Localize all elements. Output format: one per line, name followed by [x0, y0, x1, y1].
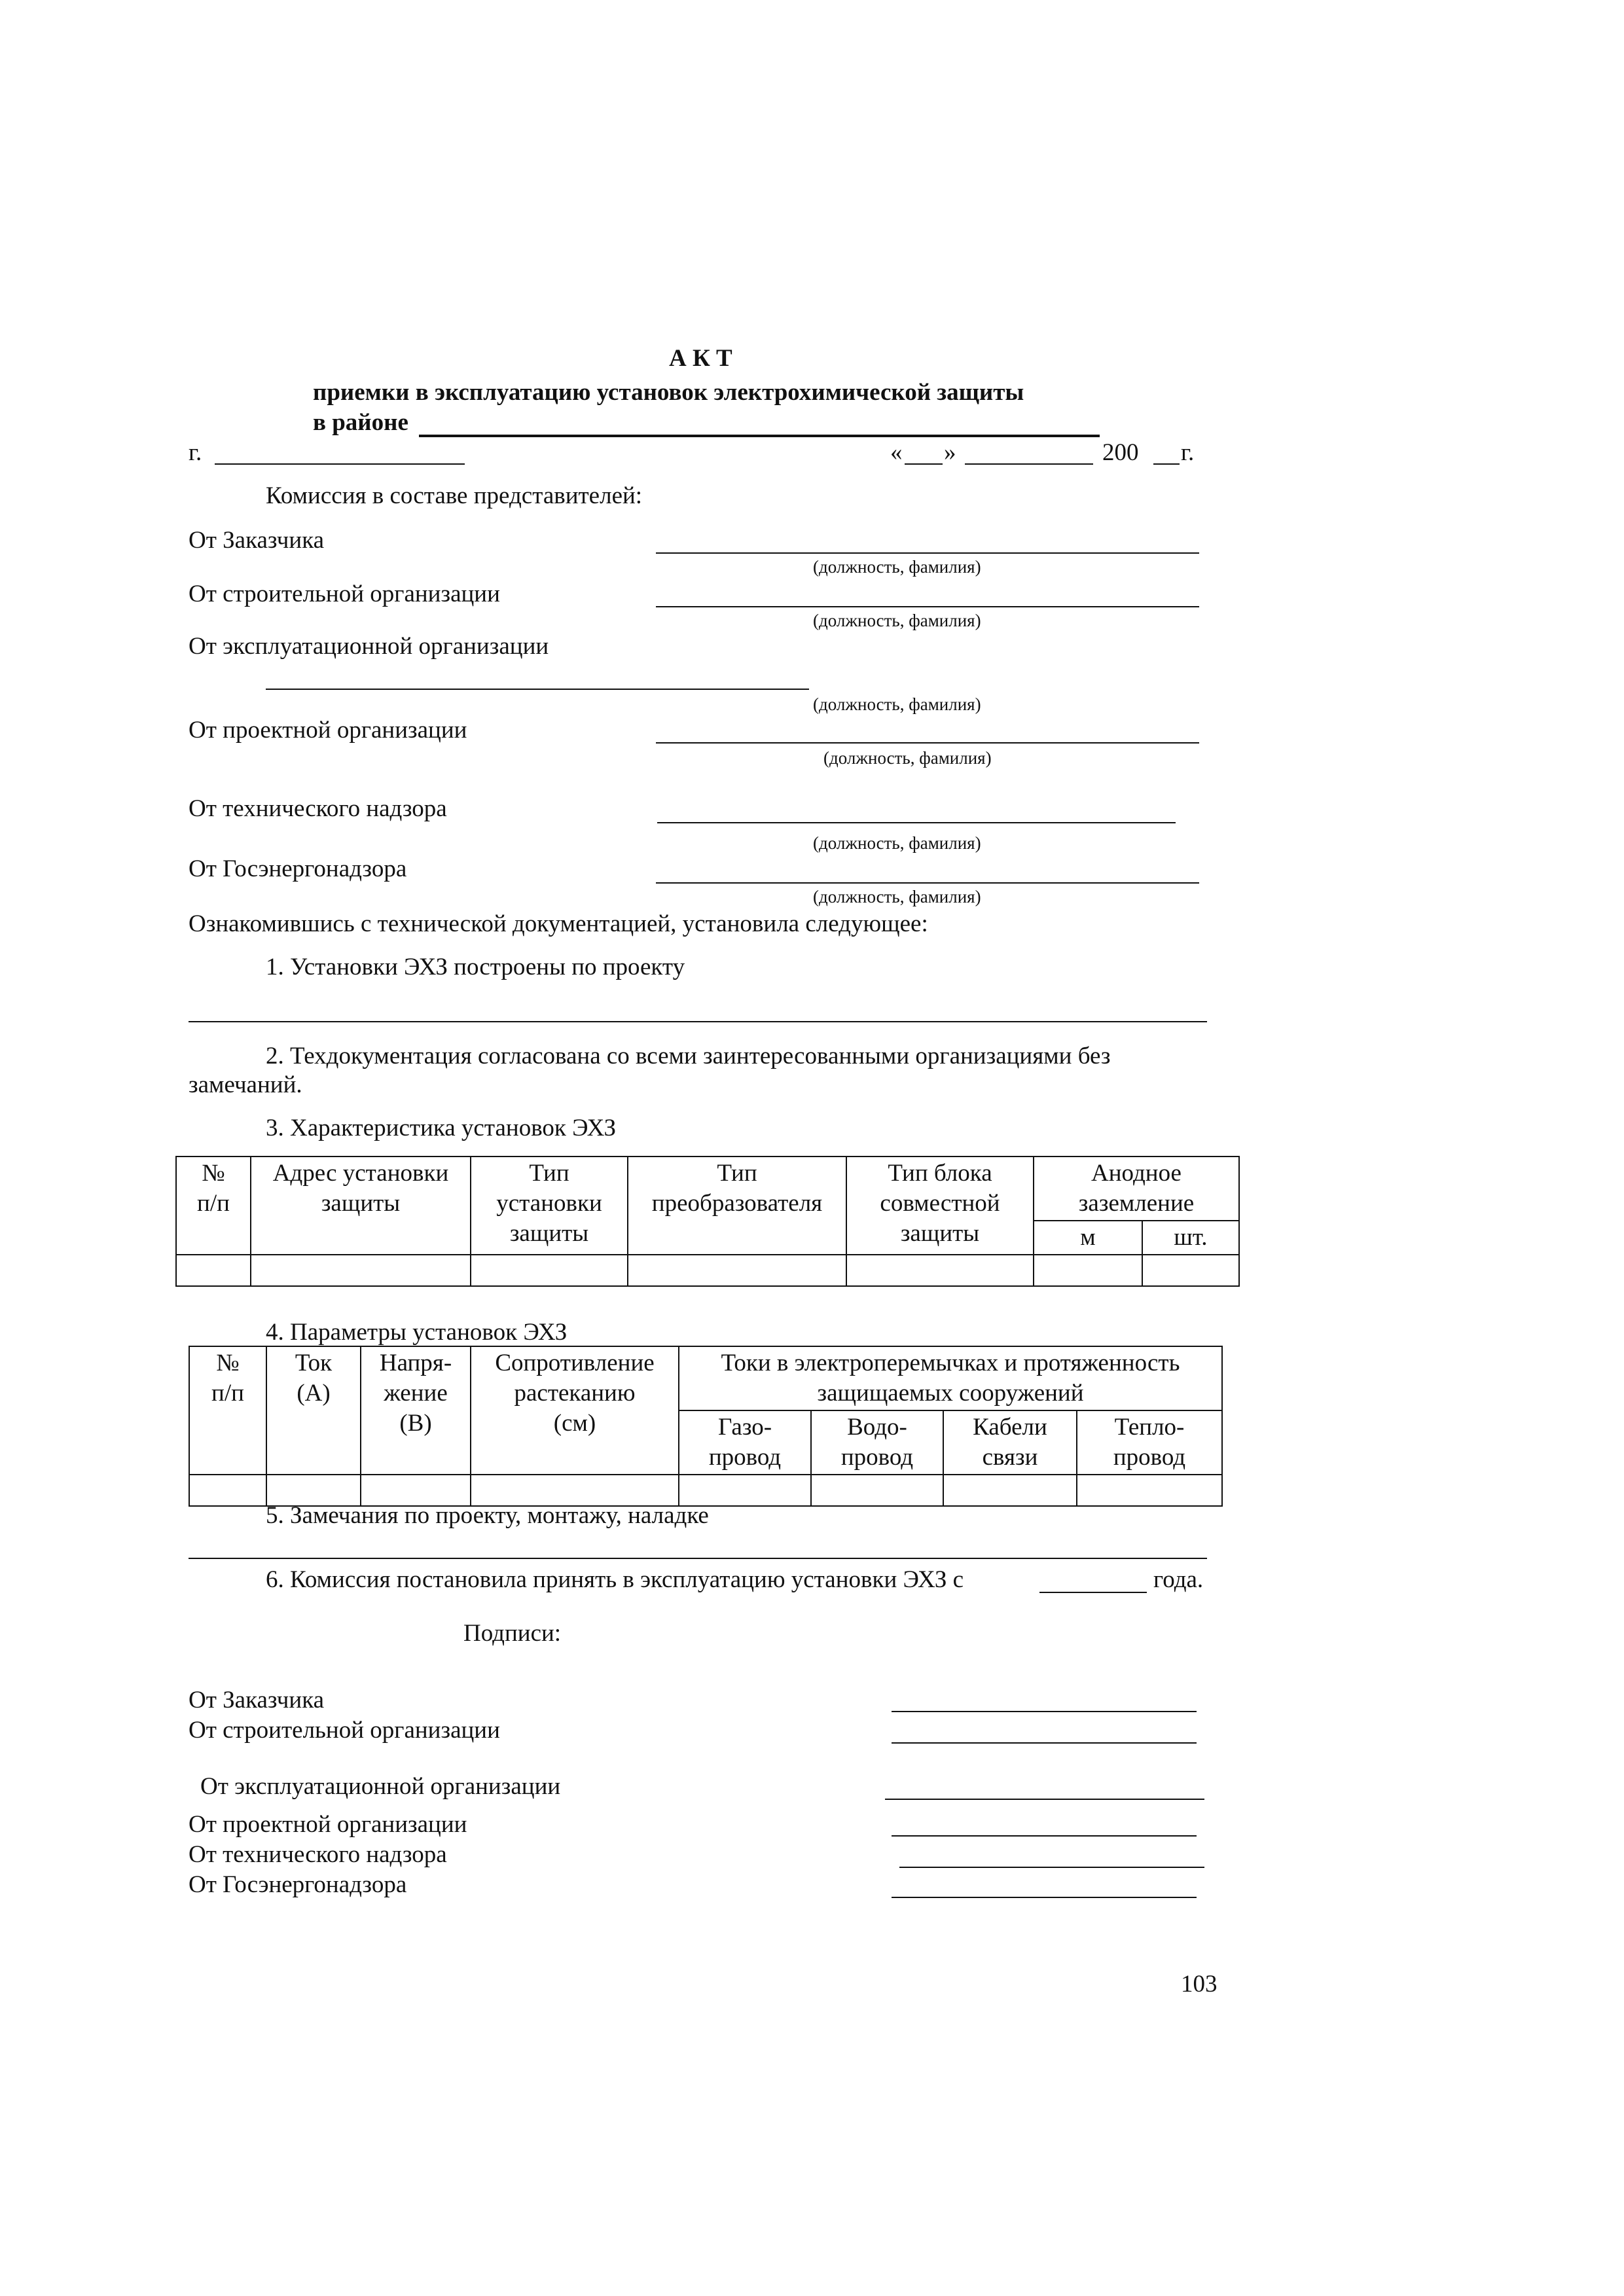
table-cell[interactable]: [943, 1475, 1077, 1506]
item-1: 1. Установки ЭХЗ построены по проекту: [266, 954, 685, 980]
signature-operating-line[interactable]: [885, 1799, 1204, 1800]
characteristics-table: [175, 1156, 1240, 1287]
signature-label-operating: От эксплуатационной организации: [200, 1773, 561, 1800]
signature-label-supervision: От технического надзора: [189, 1841, 447, 1868]
date-day-input-line[interactable]: [905, 463, 943, 465]
table-cell[interactable]: [1077, 1475, 1222, 1506]
item-6-date-input-line[interactable]: [1039, 1592, 1147, 1593]
commission-member-supervision: От технического надзора: [189, 795, 447, 822]
position-name-caption: (должность, фамилия): [813, 694, 981, 714]
item-2-line-2: замечаний.: [189, 1071, 302, 1098]
col-header-block-type: Тип блока совместной защиты: [846, 1157, 1034, 1255]
commission-member-construction: От строительной организации: [189, 581, 500, 607]
signature-energy-line[interactable]: [892, 1897, 1197, 1898]
item-3: 3. Характеристика установок ЭХЗ: [266, 1115, 617, 1141]
parameters-table: [189, 1346, 1223, 1507]
item-2-line-1: 2. Техдокументация согласована со всеми заинтересованными организациями без: [266, 1043, 1111, 1069]
col-header-heat: Тепло- провод: [1077, 1410, 1222, 1475]
commission-supervision-input-line[interactable]: [657, 822, 1176, 823]
position-name-caption: (должность, фамилия): [813, 611, 981, 630]
commission-member-customer: От Заказчика: [189, 527, 325, 554]
col-header-num: № п/п: [189, 1346, 266, 1475]
date-open-quote: «: [890, 439, 903, 466]
signature-design-line[interactable]: [892, 1835, 1197, 1837]
signature-supervision-line[interactable]: [899, 1867, 1204, 1868]
commission-member-operating: От эксплуатационной организации: [189, 633, 549, 660]
table-row: [176, 1255, 1239, 1286]
commission-customer-input-line[interactable]: [656, 552, 1199, 554]
act-subtitle: приемки в эксплуатацию установок электрохимической защиты: [313, 379, 1024, 406]
signature-label-customer: От Заказчика: [189, 1687, 325, 1713]
col-header-anode-m: м: [1034, 1221, 1142, 1255]
position-name-caption: (должность, фамилия): [823, 748, 992, 768]
act-title: А К Т: [669, 345, 732, 372]
table-cell[interactable]: [471, 1255, 628, 1286]
table-cell[interactable]: [628, 1255, 846, 1286]
commission-operating-input-line[interactable]: [266, 689, 809, 690]
date-year-prefix: 200: [1102, 439, 1139, 466]
col-header-num: № п/п: [176, 1157, 251, 1255]
table-cell[interactable]: [811, 1475, 943, 1506]
commission-conclusion: Ознакомившись с технической документацией, установила следующее:: [189, 910, 928, 937]
date-year-suffix: г.: [1181, 439, 1195, 466]
table-cell[interactable]: [846, 1255, 1034, 1286]
city-input-line[interactable]: [215, 463, 465, 465]
date-year-input-line[interactable]: [1153, 463, 1180, 465]
table-cell[interactable]: [251, 1255, 471, 1286]
item-1-input-line[interactable]: [189, 1021, 1207, 1022]
col-header-current: Ток (А): [266, 1346, 361, 1475]
table-cell[interactable]: [176, 1255, 251, 1286]
table-cell[interactable]: [189, 1475, 266, 1506]
signature-label-energy: От Госэнергонадзора: [189, 1871, 407, 1898]
city-prefix: г.: [189, 439, 202, 466]
col-header-gas: Газо- провод: [679, 1410, 811, 1475]
col-header-anode: Анодное заземление: [1034, 1157, 1239, 1221]
commission-member-design: От проектной организации: [189, 717, 467, 744]
page-number: 103: [1181, 1971, 1218, 1998]
district-label: в районе: [313, 409, 408, 436]
col-header-address: Адрес установки защиты: [251, 1157, 471, 1255]
position-name-caption: (должность, фамилия): [813, 887, 981, 906]
col-header-anode-pcs: шт.: [1142, 1221, 1239, 1255]
table-cell[interactable]: [1034, 1255, 1142, 1286]
commission-design-input-line[interactable]: [656, 742, 1199, 744]
signature-label-construction: От строительной организации: [189, 1717, 500, 1744]
col-header-water: Водо- провод: [811, 1410, 943, 1475]
col-header-currents-group: Токи в электроперемычках и протяженность защищаемых сооружений: [679, 1346, 1222, 1410]
signature-customer-line[interactable]: [892, 1711, 1197, 1712]
date-close-quote: »: [944, 439, 956, 466]
district-input-line[interactable]: [419, 435, 1100, 437]
position-name-caption: (должность, фамилия): [813, 557, 981, 577]
col-header-cables: Кабели связи: [943, 1410, 1077, 1475]
signatures-title: Подписи:: [463, 1620, 562, 1647]
signature-label-design: От проектной организации: [189, 1811, 467, 1838]
table-cell[interactable]: [1142, 1255, 1239, 1286]
date-month-input-line[interactable]: [965, 463, 1093, 465]
item-6-suffix: года.: [1153, 1566, 1204, 1593]
item-5-input-line[interactable]: [189, 1558, 1207, 1559]
commission-energy-input-line[interactable]: [656, 882, 1199, 884]
signature-construction-line[interactable]: [892, 1742, 1197, 1744]
item-6-text: 6. Комиссия постановила принять в эксплуатацию установки ЭХЗ с: [266, 1566, 964, 1593]
col-header-converter-type: Тип преобразователя: [628, 1157, 846, 1255]
commission-intro: Комиссия в составе представителей:: [266, 482, 643, 509]
col-header-resistance: Сопротивление растеканию (см): [471, 1346, 679, 1475]
commission-member-energy: От Госэнергонадзора: [189, 855, 407, 882]
item-5: 5. Замечания по проекту, монтажу, наладке: [266, 1502, 709, 1529]
commission-construction-input-line[interactable]: [656, 606, 1199, 607]
col-header-voltage: Напря- жение (В): [361, 1346, 471, 1475]
col-header-install-type: Тип установки защиты: [471, 1157, 628, 1255]
item-4: 4. Параметры установок ЭХЗ: [266, 1319, 568, 1346]
position-name-caption: (должность, фамилия): [813, 833, 981, 853]
